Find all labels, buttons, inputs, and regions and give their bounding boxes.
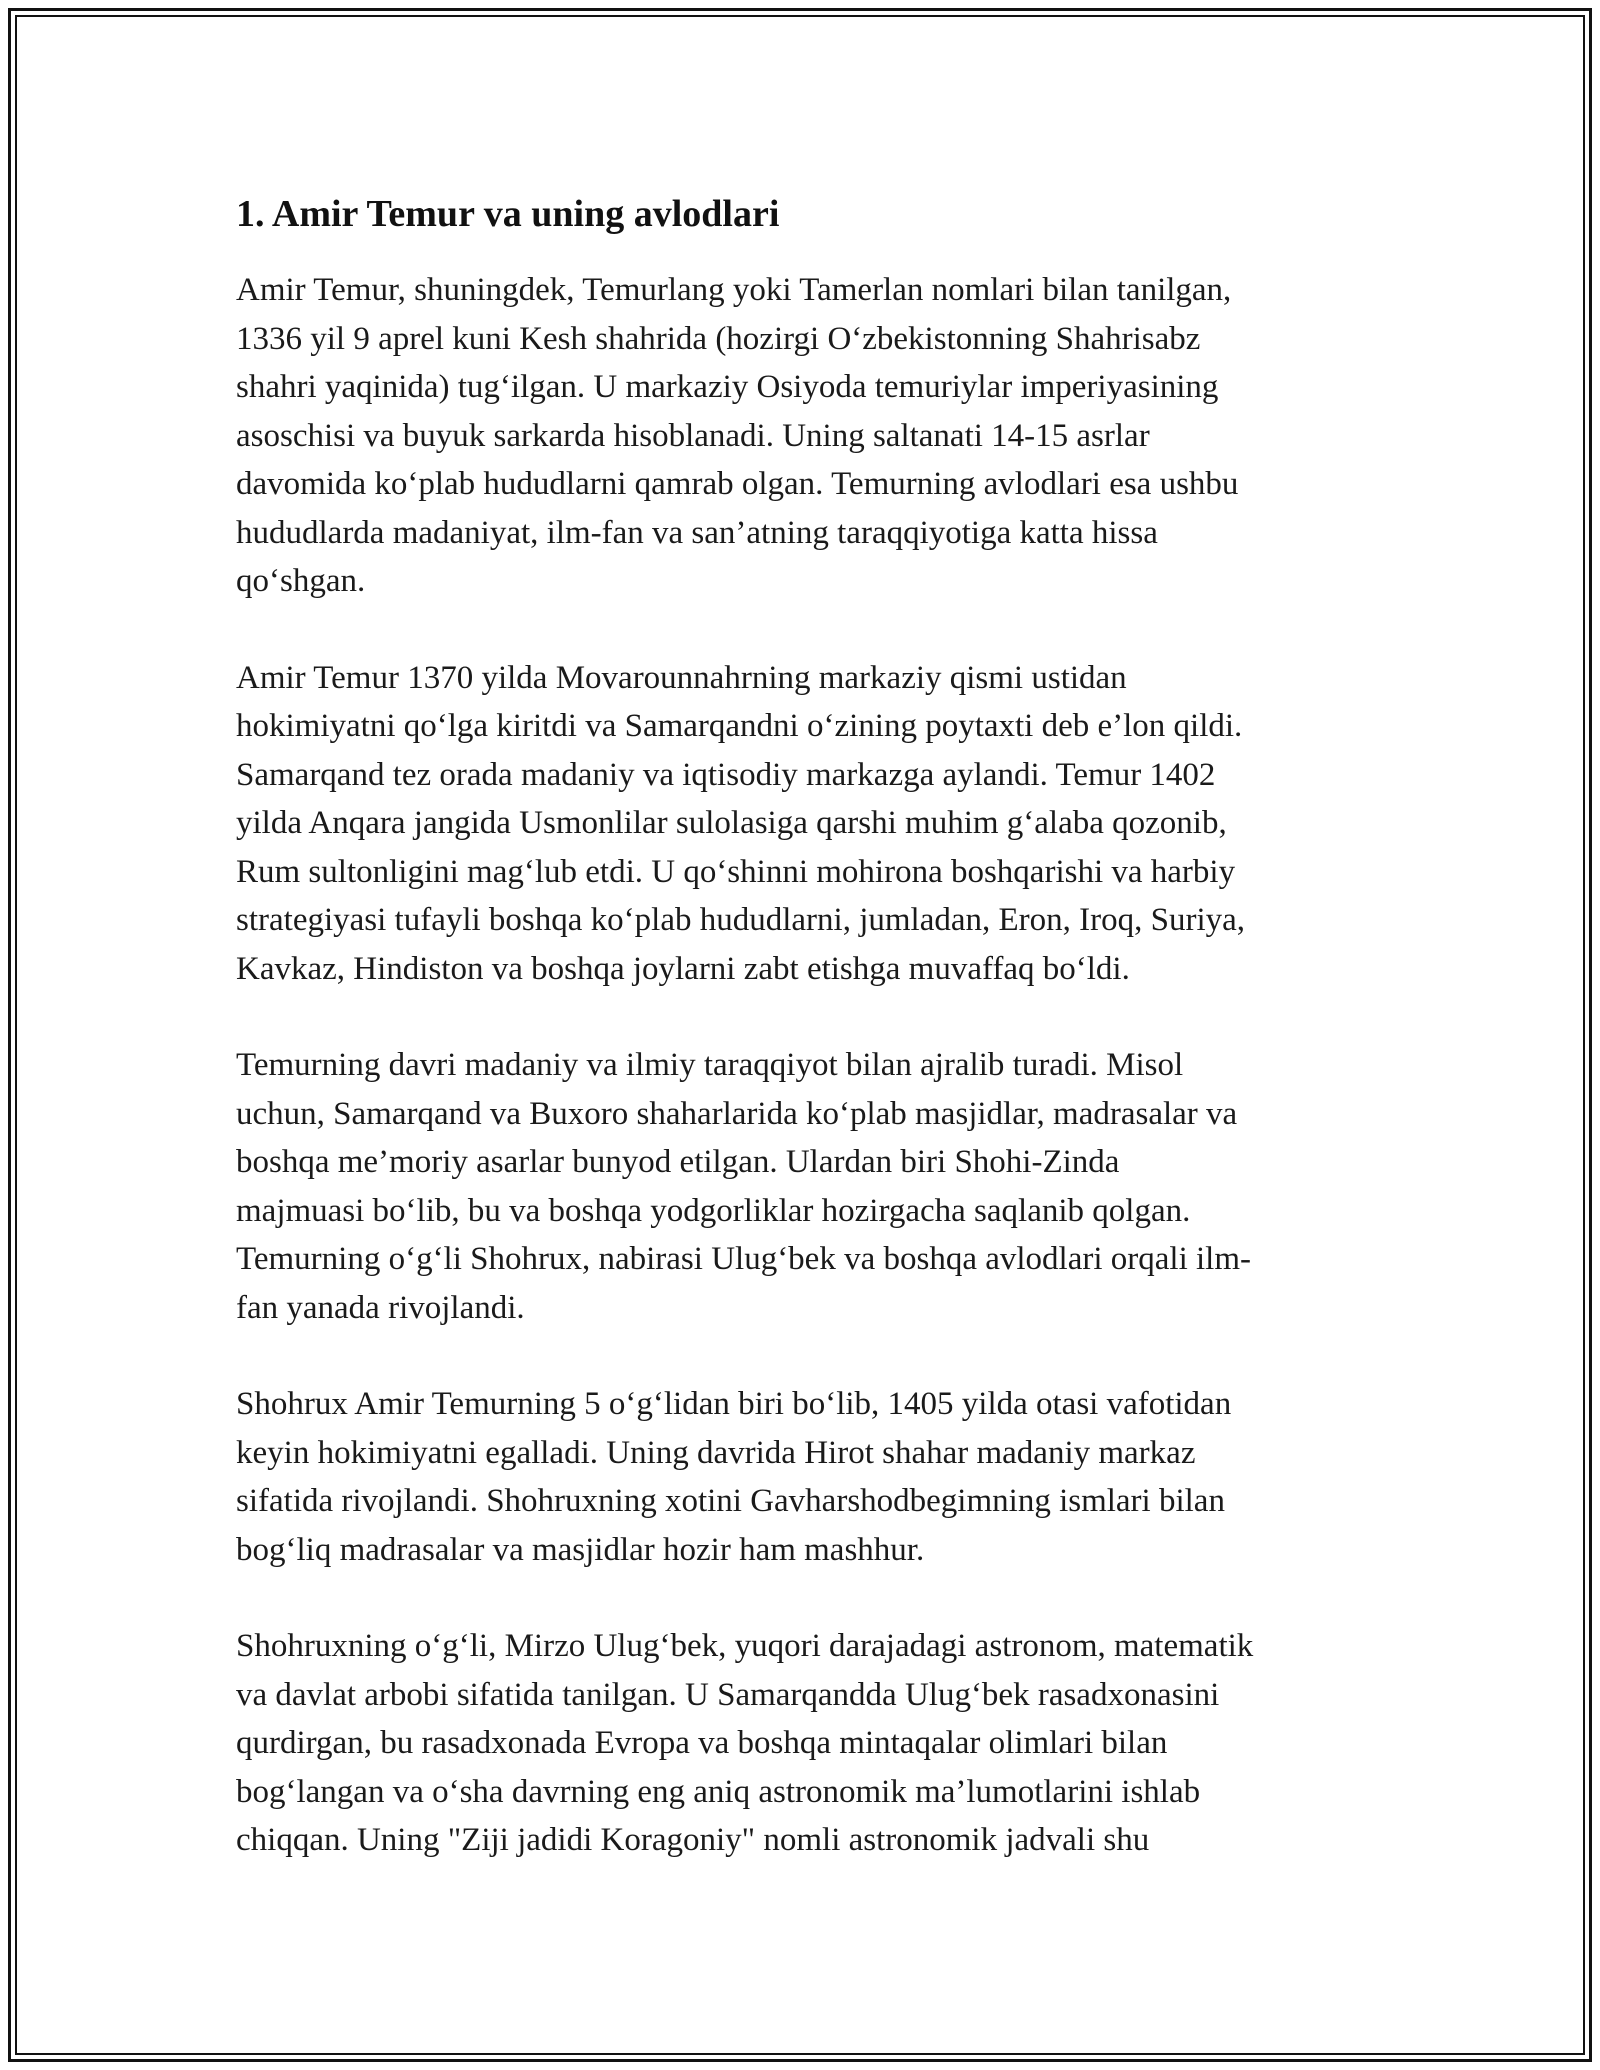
paragraph-5: Shohruxning o‘g‘li, Mirzo Ulug‘bek, yuqori darajadagi astronom, matematik va davlat arbobi sifatida tanilgan. U Samarqandda Ulug‘bek rasadxonasini qurdirgan, bu rasadxonada Evropa va boshqa mintaqalar olimlari bilan bog‘langan va o‘sha davrning eng aniq astronomik ma’lumotlarini ishlab chiqqan. Uning "Ziji jadidi Koragoniy" nomli astronomik jadvali shu <box>236 1628 1254 1858</box>
paragraph-1: Amir Temur, shuningdek, Temurlang yoki Tamerlan nomlari bilan tanilgan, 1336 yil 9 aprel kuni Kesh shahrida (hozirgi O‘zbekistonning Shahrisabz shahri yaqinida) tug‘ilgan. U markaziy Osiyoda temuriylar imperiyasining asoschisi va buyuk sarkarda hisoblanadi. Uning saltanati 14-15 asrlar davomida ko‘plab hududlarni qamrab olgan. Temurning avlodlari esa ushbu hududlarda madaniyat, ilm-fan va san’atning taraqqiyotiga katta hissa qo‘shgan. <box>236 272 1239 599</box>
paragraph-4: Shohrux Amir Temurning 5 o‘g‘lidan biri bo‘lib, 1405 yilda otasi vafotidan keyin hokimiyatni egalladi. Uning davrida Hirot shahar madaniy markaz sifatida rivojlandi. Shohruxning xotini Gavharshodbegimning ismlari bilan bog‘liq madrasalar va masjidlar hozir ham mashhur. <box>236 1386 1232 1568</box>
section-heading: 1. Amir Temur va uning avlodlari <box>236 193 780 235</box>
paragraph-3: Temurning davri madaniy va ilmiy taraqqiyot bilan ajralib turadi. Misol uchun, Samarqand va Buxoro shaharlarida ko‘plab masjidlar, madrasalar va boshqa me’moriy asarlar bunyod etilgan. Ulardan biri Shohi-Zinda majmuasi bo‘lib, bu va boshqa yodgorliklar hozirgacha saqlanib qolgan. Temurning o‘g‘li Shohrux, nabirasi Ulug‘bek va boshqa avlodlari orqali ilm- fan yanada rivojlandi. <box>236 1047 1251 1326</box>
paragraph-2: Amir Temur 1370 yilda Movarounnahrning markaziy qismi ustidan hokimiyatni qo‘lga kiritdi va Samarqandni o‘zining poytaxti deb e’lon qildi. Samarqand tez orada madaniy va iqtisodiy markazga aylandi. Temur 1402 yilda Anqara jangida Usmonlilar sulolasiga qarshi muhim g‘alaba qozonib, Rum sultonligini mag‘lub etdi. U qo‘shinni mohirona boshqarishi va harbiy strategiyasi tufayli boshqa ko‘plab hududlarni, jumladan, Eron, Iroq, Suriya, Kavkaz, Hindiston va boshqa joylarni zabt etishga muvaffaq bo‘ldi. <box>236 659 1246 987</box>
document-body <box>236 186 1386 1913</box>
